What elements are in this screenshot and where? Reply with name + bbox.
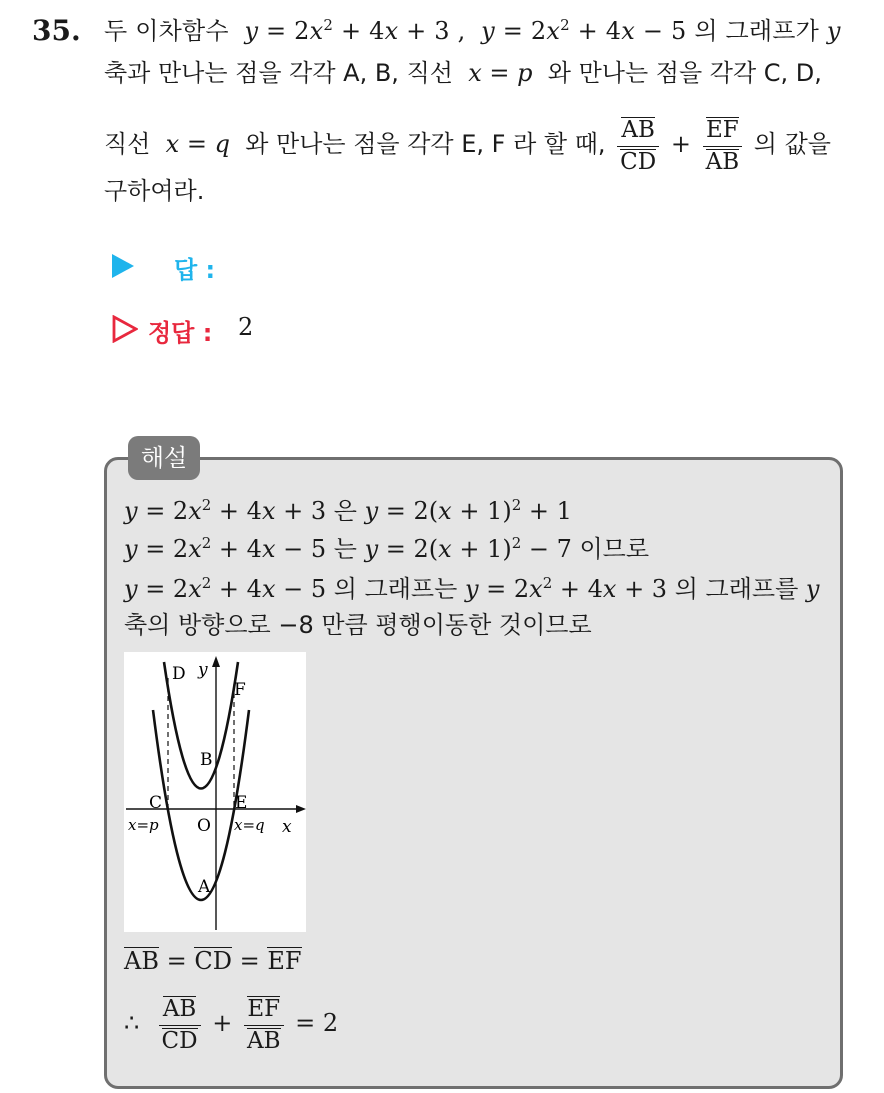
solution-tab: 해설	[128, 436, 200, 480]
graph-label-d: D	[172, 664, 186, 684]
correct-answer-value: 2	[238, 313, 254, 341]
problem-line-2	[104, 58, 822, 88]
line-x-p: x = p	[468, 59, 533, 87]
var-y: y	[826, 17, 841, 45]
problem-line-1	[104, 16, 841, 46]
result: = 2	[295, 1009, 339, 1037]
question-number: 35.	[32, 14, 81, 47]
fraction-ab-cd	[617, 117, 659, 174]
graph-label-x-eq-q: x=q	[234, 816, 265, 834]
graph-label-x-eq-p: x=p	[128, 816, 159, 834]
graph-label-o: O	[197, 816, 211, 836]
problem-text: 직선	[104, 130, 151, 158]
problem-text: 와 만나는 점을 각각 C, D,	[547, 59, 822, 87]
graph-label-c: C	[149, 793, 163, 813]
plus-sign: +	[670, 130, 691, 158]
problem-text: 두 이차함수	[104, 17, 229, 45]
play-triangle-icon	[112, 254, 134, 278]
segment-ab: AB	[621, 117, 655, 143]
therefore-symbol: ∴	[124, 1009, 140, 1037]
parabola-graph	[124, 652, 306, 932]
segment-cd: CD	[194, 947, 232, 975]
answer-label: 답 :	[174, 256, 216, 284]
segment-ab: AB	[124, 947, 159, 975]
line-x-q: x = q	[165, 130, 230, 158]
problem-text: 축과 만나는 점을 각각 A, B, 직선	[104, 59, 453, 87]
graph-label-b: B	[200, 750, 213, 770]
graph-label-a: A	[198, 877, 211, 897]
problem-text: 의 그래프가	[694, 17, 820, 45]
solution-line-5: AB = CD = EF	[124, 947, 302, 975]
solution-line-6: ∴ $\frac{AB}{CD}$ + $\frac{EF}{AB}$ = 2	[124, 996, 339, 1054]
solution-line-3: $y = 2x^2 + 4x - 5$ 의 그래프는 $y = 2x^2 + 4x + 3$ 의 그래프를 y	[124, 574, 820, 603]
problem-text: 와 만나는 점을 각각 E, F 라 할 때,	[245, 130, 606, 158]
graph-label-e: E	[235, 793, 248, 813]
graph-label-f: F	[234, 680, 246, 700]
segment-ef: EF	[705, 117, 739, 143]
problem-line-4: 구하여라.	[104, 177, 205, 205]
graph-label-y: y	[198, 660, 208, 680]
equation-2: $y = 2x^2 + 4x - 5$	[481, 16, 687, 45]
problem-line-3	[104, 117, 831, 174]
correct-answer-label: 정답 :	[148, 319, 213, 347]
solution-line-4: 축의 방향으로 −8 만큼 평행이동한 것이므로	[124, 611, 592, 639]
separator: ,	[457, 17, 466, 45]
segment-ef: EF	[267, 947, 302, 975]
segment-ab: AB	[705, 149, 740, 175]
fraction-ef-ab	[703, 117, 743, 174]
outline-triangle-icon	[112, 315, 138, 343]
problem-text: 의 값을	[753, 130, 831, 158]
equation-1: $y = 2x^2 + 4x + 3$	[244, 16, 450, 45]
fraction-ef-ab: $\frac{EF}{AB}$	[244, 996, 284, 1053]
fraction-ab-cd: $\frac{AB}{CD}$	[159, 996, 201, 1053]
segment-cd: CD	[620, 149, 657, 175]
solution-line-1: $y = 2x^2 + 4x + 3$ 은 $y = 2(x + 1)^2 + 1$	[124, 496, 572, 525]
graph-label-x: x	[282, 817, 292, 837]
solution-line-2: $y = 2x^2 + 4x - 5$ 는 $y = 2(x + 1)^2 - 7$ 이므로	[124, 534, 650, 563]
